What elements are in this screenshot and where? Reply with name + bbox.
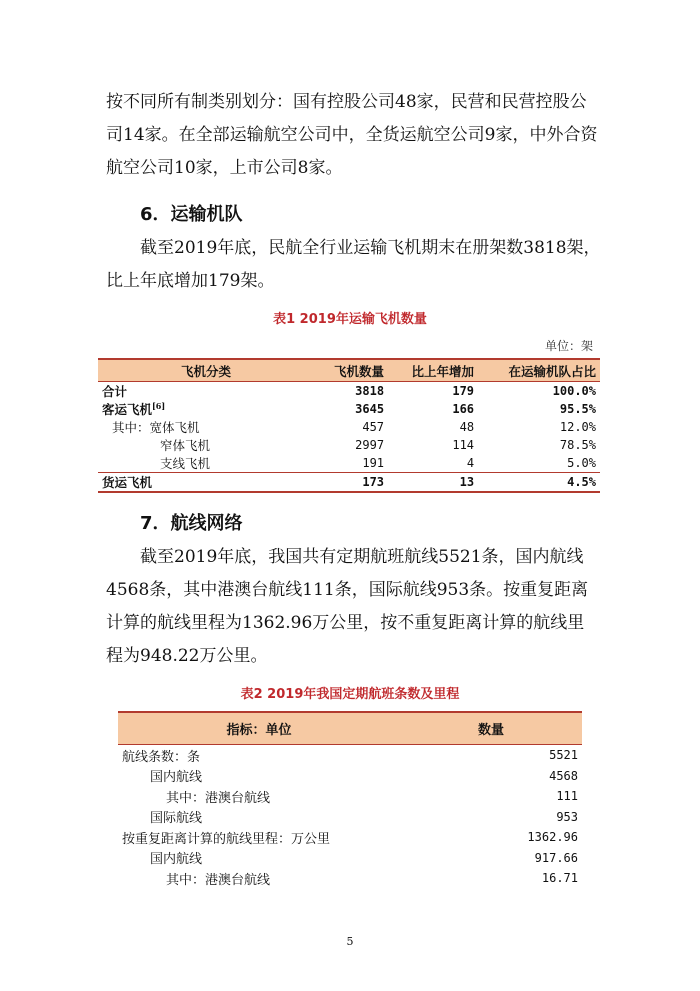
footnote-marker: [6] — [152, 400, 166, 411]
cell-count: 2997 — [355, 438, 385, 452]
page-number: 5 — [346, 935, 354, 948]
table-row — [98, 418, 600, 436]
table-row — [118, 807, 582, 828]
cell-increase: 179 — [452, 384, 475, 398]
row-label: 其中：港澳台航线 — [166, 872, 271, 888]
table1-caption: 表1 2019年运输飞机数量 — [273, 312, 427, 327]
cell-share: 95.5% — [559, 402, 596, 416]
table-row — [98, 454, 600, 473]
row-label: 其中：宽体飞机 — [112, 420, 200, 435]
column-header: 飞机数量 — [314, 359, 388, 382]
row-label: 支线飞机 — [160, 456, 211, 471]
cell-value: 917.66 — [534, 850, 578, 865]
cell-share: 78.5% — [559, 438, 596, 452]
cell-increase: 166 — [452, 402, 475, 416]
row-label: 航线条数：条 — [122, 749, 201, 765]
cell-share: 12.0% — [559, 420, 596, 434]
column-header: 在运输机队占比 — [478, 359, 600, 382]
cell-increase: 48 — [459, 420, 475, 434]
row-label: 国内航线 — [150, 770, 203, 786]
table-header-row — [118, 712, 582, 745]
cell-value: 5521 — [549, 748, 578, 763]
cell-value: 4568 — [549, 768, 578, 783]
table1-unit: 单位：架 — [544, 339, 593, 353]
paragraph-routes: 截至2019年底，我国共有定期航班航线5521条，国内航线4568条，其中港澳台航线111条，国际航线953条。按重复距离计算的航线里程为1362.96万公里，按不重复距离计算的航线里程为948.22万公里。 — [106, 547, 589, 666]
paragraph-ownership: 按不同所有制类别划分：国有控股公司48家，民营和民营控股公司14家。在全部运输航空公司中，全货运航空公司9家，中外合资航空公司10家，上市公司8家。 — [106, 92, 598, 178]
table-row — [98, 382, 600, 401]
cell-share: 100.0% — [552, 384, 596, 398]
table2-caption: 表2 2019年我国定期航班条数及里程 — [240, 687, 460, 702]
row-label: 其中：港澳台航线 — [166, 790, 271, 806]
cell-increase: 13 — [388, 473, 478, 493]
fleet-table — [98, 358, 600, 493]
table-row — [118, 868, 582, 889]
cell-count: 3818 — [355, 384, 385, 398]
cell-count: 457 — [362, 420, 385, 434]
routes-table — [118, 711, 582, 889]
column-header: 指标：单位 — [118, 712, 400, 745]
row-label: 国内航线 — [150, 852, 203, 868]
cell-increase: 4 — [466, 456, 475, 470]
table-row — [98, 400, 600, 418]
table-row — [118, 848, 582, 869]
cell-count: 191 — [362, 456, 385, 470]
table-row — [118, 786, 582, 807]
cell-value: 953 — [556, 809, 578, 824]
row-label — [98, 400, 314, 418]
paragraph-fleet: 截至2019年底，民航全行业运输飞机期末在册架数3818架，比上年底增加179架。 — [106, 238, 601, 291]
cell-increase: 114 — [452, 438, 475, 452]
table-row — [118, 766, 582, 787]
cell-value: 1362.96 — [527, 830, 578, 845]
cell-value: 111 — [556, 789, 578, 804]
table-row — [118, 745, 582, 766]
row-label: 窄体飞机 — [160, 438, 211, 453]
table-row — [98, 473, 600, 493]
table-row — [98, 436, 600, 454]
row-label: 按重复距离计算的航线里程：万公里 — [122, 831, 331, 847]
row-label: 货运飞机 — [98, 473, 314, 493]
column-header: 飞机分类 — [98, 359, 314, 382]
column-header: 数量 — [400, 712, 582, 745]
cell-count: 173 — [314, 473, 388, 493]
column-header: 比上年增加 — [388, 359, 478, 382]
table-row — [118, 827, 582, 848]
row-label-text: 客运飞机 — [102, 402, 153, 417]
cell-share: 4.5% — [478, 473, 600, 493]
row-label: 合计 — [102, 384, 128, 399]
cell-value: 16.71 — [541, 871, 578, 886]
cell-count: 3645 — [355, 402, 385, 416]
table-header-row — [98, 359, 600, 382]
section-heading-routes: 7．航线网络 — [140, 513, 243, 534]
section-heading-fleet: 6．运输机队 — [140, 204, 243, 225]
row-label: 国际航线 — [150, 811, 203, 827]
cell-share: 5.0% — [567, 456, 596, 470]
